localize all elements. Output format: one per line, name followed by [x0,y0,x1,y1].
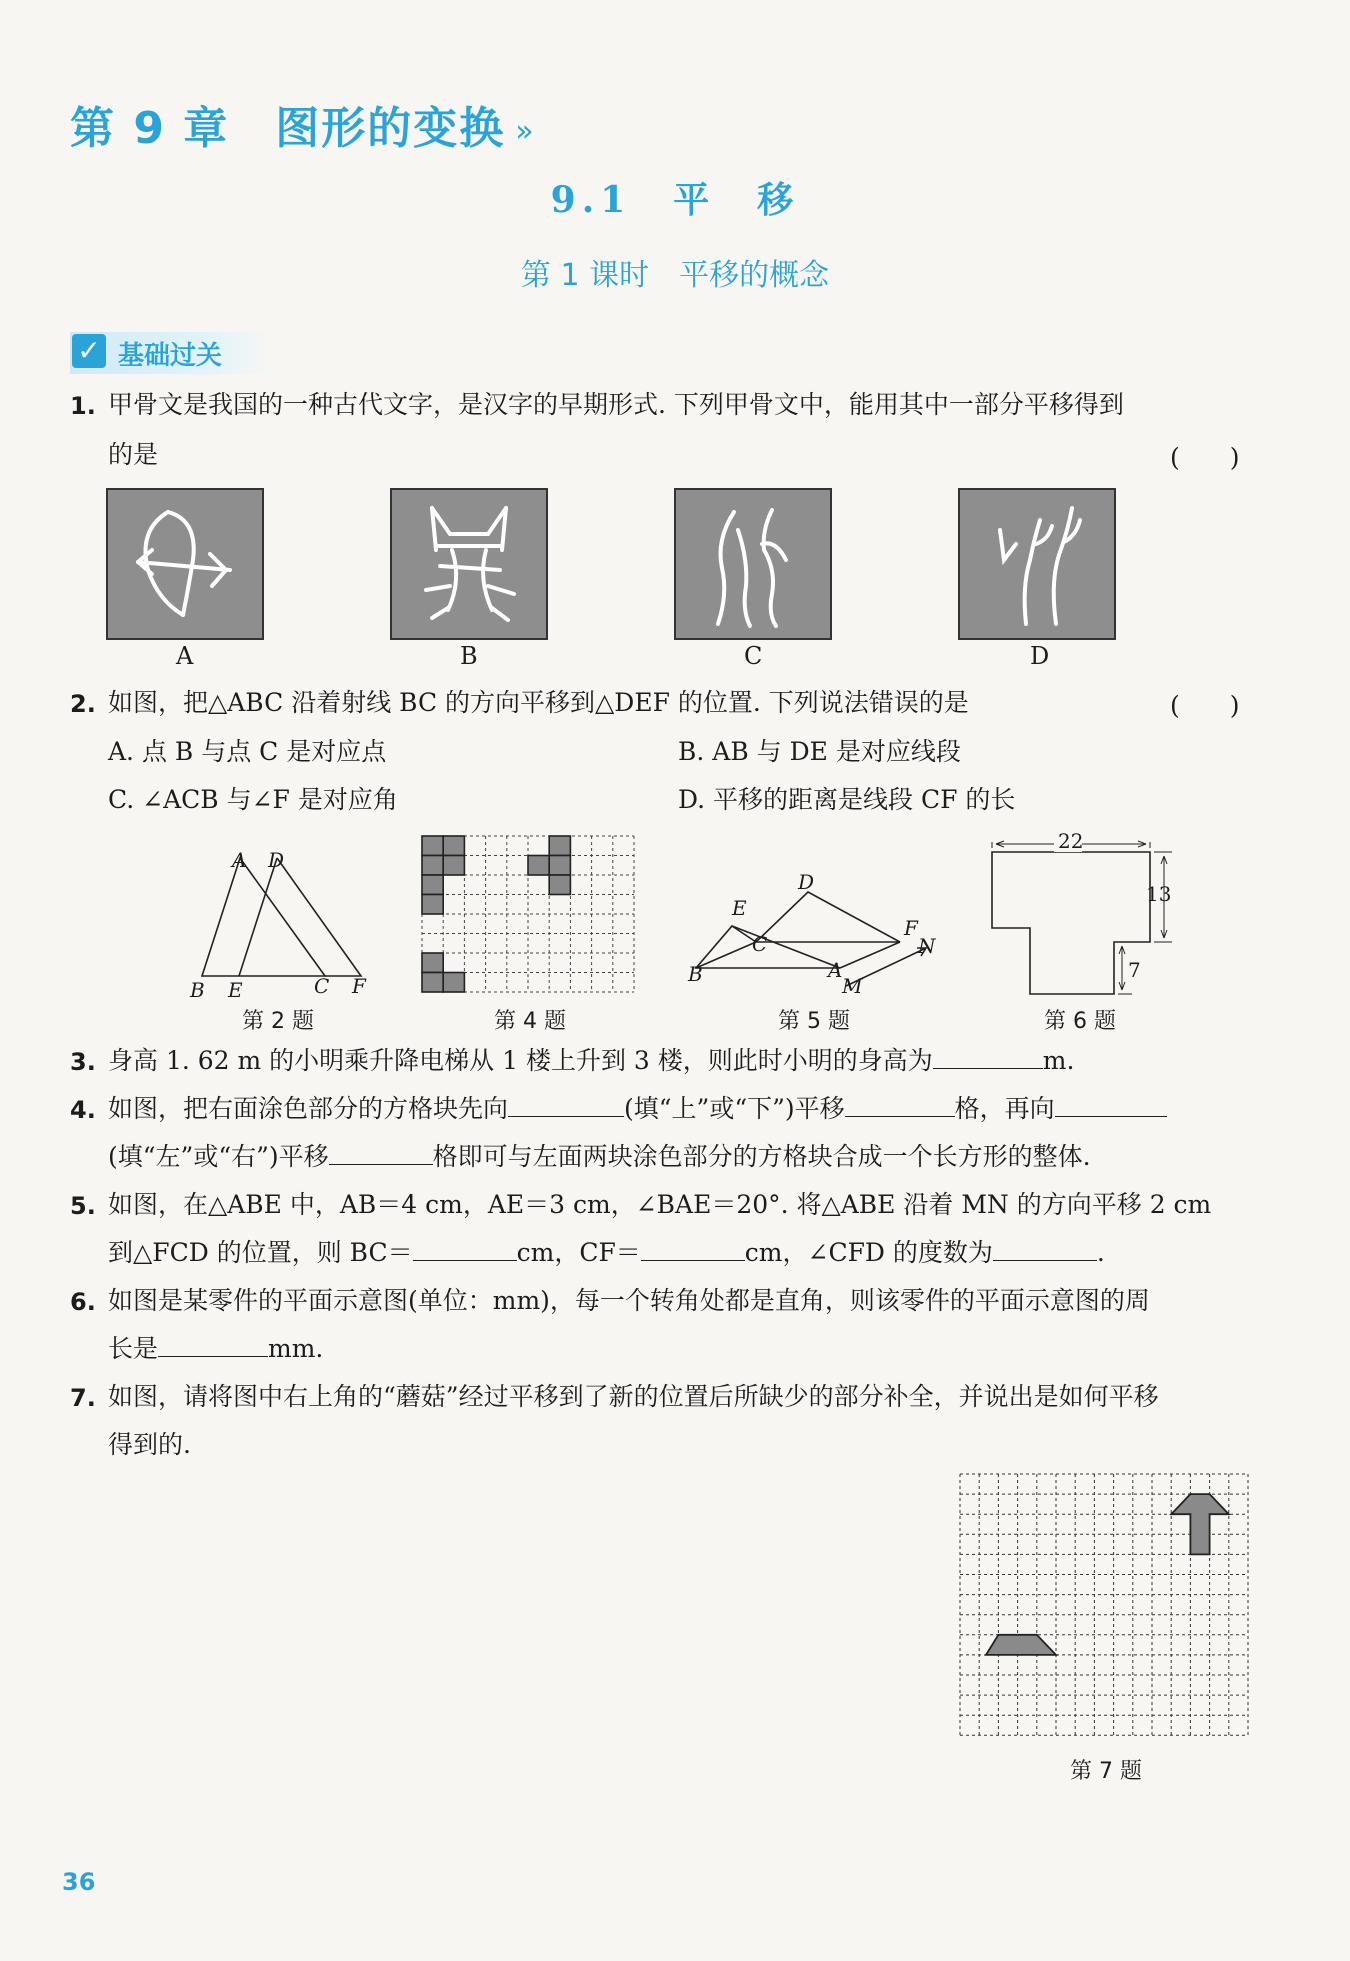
q2-text: 如图，把△ABC 沿着射线 BC 的方向平移到△DEF 的位置. 下列说法错误的是 [108,688,969,717]
q4-text-2: (填“左”或“右”)平移 格即可与左面两块涂色部分的方格块合成一个长方形的整体. [108,1142,1091,1171]
fig5-label-c: C [752,932,768,956]
q5-blank-3[interactable] [993,1236,1097,1261]
q1-option-a[interactable]: A [176,642,194,670]
fig5-label-a: A [828,958,843,982]
fig5-label-e: E [732,896,747,920]
badge-label: 基础过关 [118,341,223,371]
fig2-label-b: B [190,978,205,1002]
fig2-label-c: C [314,974,330,998]
fig5-label-n: N [918,934,936,958]
oracle-glyph-a [106,488,264,640]
q4-number: 4. [70,1096,96,1124]
q1-answer-paren[interactable]: ( ) [1170,443,1240,472]
q2-option-b[interactable]: B. AB 与 DE 是对应线段 [678,737,961,766]
lesson-title: 第 1 课时 平移的概念 [520,258,830,293]
q2-option-d[interactable]: D. 平移的距离是线段 CF 的长 [678,785,1016,814]
q5-text: 如图，在△ABE 中，AB＝4 cm，AE＝3 cm，∠BAE＝20°. 将△ABE 沿着 MN 的方向平移 2 cm [108,1190,1212,1219]
fig5-label-d: D [798,870,815,894]
oracle-glyph-c [674,488,832,640]
fig4-caption: 第 4 题 [494,1009,566,1034]
q2-number: 2. [70,690,96,718]
q1-option-d[interactable]: D [1030,642,1050,670]
fig5-label-m: M [842,974,863,998]
q5-blank-1[interactable] [413,1236,517,1261]
q4-blank-1[interactable] [508,1092,624,1117]
q7-text-2: 得到的. [108,1430,191,1459]
figure-4 [420,834,640,1000]
q2-option-c[interactable]: C. ∠ACB 与∠F 是对应角 [108,785,398,814]
q4-blank-3[interactable] [1055,1092,1167,1117]
page-number: 36 [62,1868,96,1896]
fig2-label-d: D [268,848,285,872]
figure-7[interactable] [956,1470,1256,1742]
check-icon: ✓ [72,334,106,368]
chapter-title: 第 9 章 图形的变换 » [70,103,536,154]
q5-text-2: 到△FCD 的位置，则 BC＝ cm，CF＝ cm，∠CFD 的度数为 . [108,1238,1105,1267]
fig2-label-e: E [228,978,243,1002]
q4-blank-4[interactable] [329,1140,433,1165]
q6-answer-blank[interactable] [158,1332,268,1357]
fig2-label-a: A [232,848,247,872]
q2-answer-paren[interactable]: ( ) [1170,691,1240,720]
section-title: 9.1 平 移 [550,179,800,221]
q1-option-c[interactable]: C [744,642,763,670]
q5-number: 5. [70,1192,96,1220]
q7-number: 7. [70,1384,96,1412]
fig5-caption: 第 5 题 [778,1009,850,1034]
q3-number: 3. [70,1048,96,1076]
oracle-glyph-d [958,488,1116,640]
q3-text: 身高 1. 62 m 的小明乘升降电梯从 1 楼上升到 3 楼，则此时小明的身高为 m. [108,1046,1075,1075]
q3-answer-blank[interactable] [933,1044,1043,1069]
q6-number: 6. [70,1288,96,1316]
q6-text-2: 长是 mm. [108,1334,324,1363]
q4-blank-2[interactable] [845,1092,955,1117]
q1-option-b[interactable]: B [460,642,478,670]
oracle-glyph-b [390,488,548,640]
q2-option-a[interactable]: A. 点 B 与点 C 是对应点 [108,737,387,766]
fig5-label-b: B [688,962,703,986]
q1-text-2: 的是 [108,440,159,469]
fig6-label-width: 22 [1058,829,1084,853]
fig7-caption: 第 7 题 [1070,1759,1142,1784]
fig6-label-h2: 7 [1128,958,1141,982]
fig6-caption: 第 6 题 [1044,1009,1116,1034]
q1-number: 1. [70,392,96,420]
q1-text: 甲骨文是我国的一种古代文字，是汉字的早期形式. 下列甲骨文中，能用其中一部分平移得到 [108,390,1124,419]
fig2-caption: 第 2 题 [242,1009,314,1034]
q5-blank-2[interactable] [641,1236,745,1261]
q4-text: 如图，把右面涂色部分的方格块先向 (填“上”或“下”)平移 格，再向 [108,1092,1167,1126]
fig5-label-f: F [904,916,918,940]
section-badge [70,332,270,374]
fig2-label-f: F [352,974,366,998]
chevron-icon: » [515,113,536,149]
fig6-label-h1: 13 [1146,882,1172,906]
q6-text: 如图是某零件的平面示意图(单位：mm)，每一个转角处都是直角，则该零件的平面示意图的周 [108,1286,1150,1315]
figure-6 [982,832,1182,1002]
q7-text: 如图，请将图中右上角的“蘑菇”经过平移到了新的位置后所缺少的部分补全，并说出是如何平移 [108,1382,1159,1411]
